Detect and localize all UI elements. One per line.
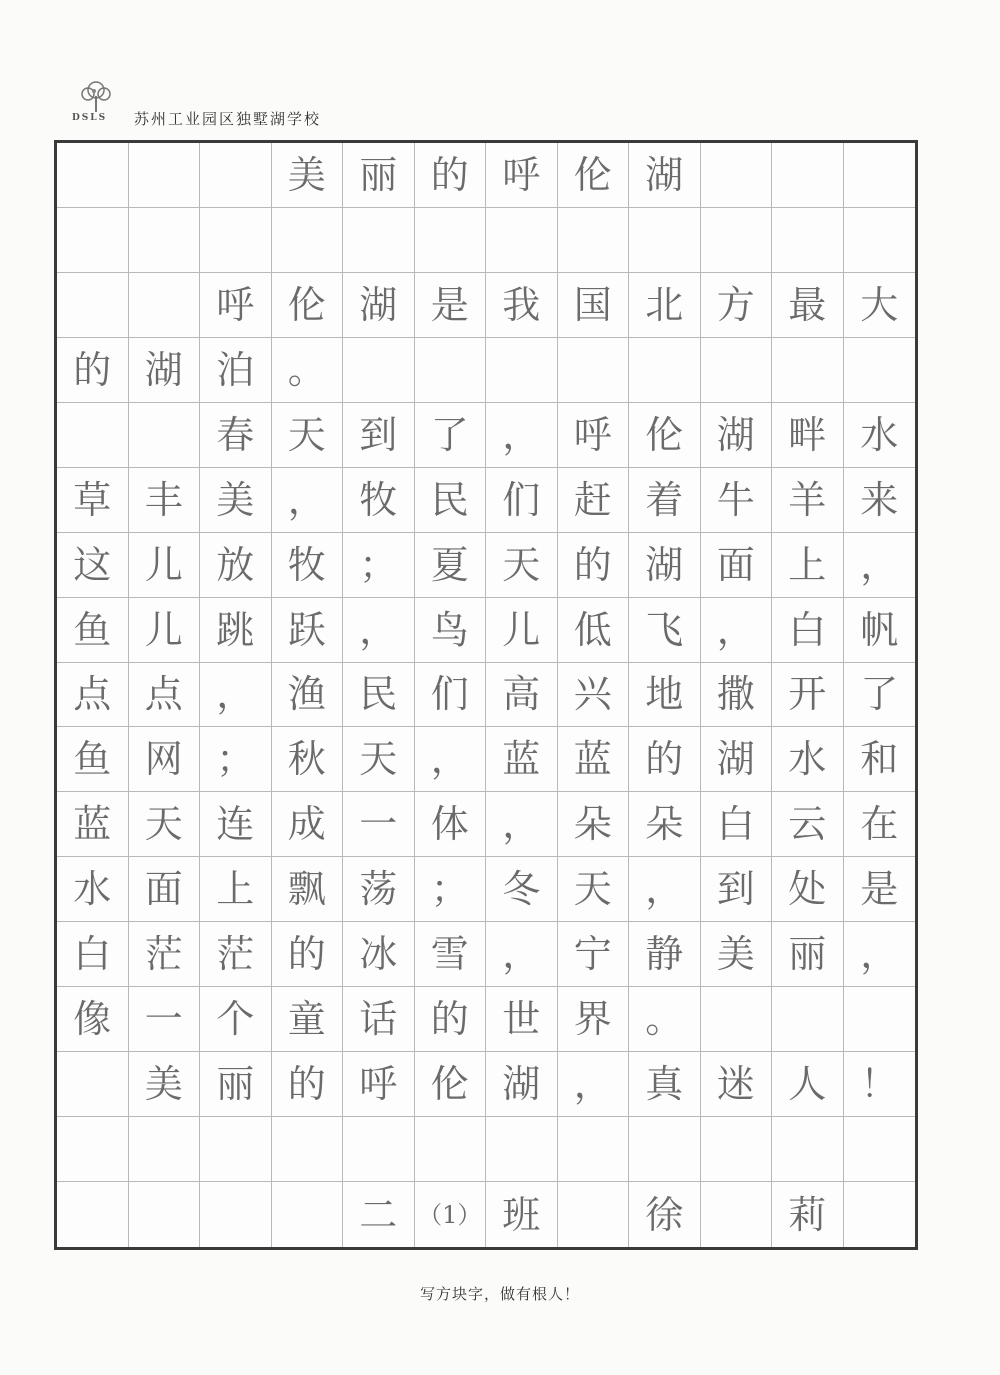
- grid-cell: [57, 1182, 129, 1247]
- grid-cell: [629, 338, 701, 403]
- grid-cell: 水: [772, 727, 844, 792]
- grid-cell: 连: [200, 792, 272, 857]
- grid-cell: 丽: [772, 922, 844, 987]
- grid-cell: 飘: [272, 857, 344, 922]
- grid-cell: 的: [415, 143, 487, 208]
- grid-cell: 天: [558, 857, 630, 922]
- grid-cell: [200, 208, 272, 273]
- grid-cell: ，: [629, 857, 701, 922]
- grid-cell: 静: [629, 922, 701, 987]
- grid-cell: 世: [486, 987, 558, 1052]
- grid-cell: 夏: [415, 533, 487, 598]
- grid-cell: ，: [844, 922, 916, 987]
- grid-cell: 们: [415, 663, 487, 728]
- grid-cell: [486, 338, 558, 403]
- grid-cell: 湖: [701, 403, 773, 468]
- grid-cell: [772, 143, 844, 208]
- grid-cell: 牧: [343, 468, 415, 533]
- grid-cell: ，: [558, 1052, 630, 1117]
- grid-cell: [415, 338, 487, 403]
- grid-cell: 真: [629, 1052, 701, 1117]
- grid-cell: [272, 1182, 344, 1247]
- grid-cell: [415, 1117, 487, 1182]
- grid-cell: [844, 987, 916, 1052]
- grid-cell: 蓝: [558, 727, 630, 792]
- grid-cell: [57, 1117, 129, 1182]
- writing-grid: [54, 140, 918, 1250]
- grid-cell: [57, 1052, 129, 1117]
- grid-cell: ，: [486, 922, 558, 987]
- grid-cell: 白: [57, 922, 129, 987]
- grid-cell: 美: [129, 1052, 201, 1117]
- grid-cell: 迷: [701, 1052, 773, 1117]
- grid-cell: ，: [486, 403, 558, 468]
- grid-cell: 们: [486, 468, 558, 533]
- grid-cell: 水: [57, 857, 129, 922]
- grid-cell: [701, 143, 773, 208]
- grid-cell: 美: [701, 922, 773, 987]
- grid-cell: [558, 208, 630, 273]
- grid-cell: [772, 987, 844, 1052]
- grid-cell: 。: [629, 987, 701, 1052]
- grid-cell: 水: [844, 403, 916, 468]
- grid-cell: 地: [629, 663, 701, 728]
- grid-cell: 的: [272, 922, 344, 987]
- grid-cell: 蓝: [486, 727, 558, 792]
- grid-cell: [558, 1117, 630, 1182]
- grid-cell: [844, 143, 916, 208]
- grid-cell: 呼: [343, 1052, 415, 1117]
- grid-cell: 兴: [558, 663, 630, 728]
- grid-cell: 成: [272, 792, 344, 857]
- grid-cell: 冰: [343, 922, 415, 987]
- grid-cell: 点: [129, 663, 201, 728]
- grid-cell: 放: [200, 533, 272, 598]
- grid-cell: 湖: [486, 1052, 558, 1117]
- grid-cell: 帆: [844, 598, 916, 663]
- grid-cell: ，: [844, 533, 916, 598]
- grid-cell: 最: [772, 273, 844, 338]
- grid-cell: ；: [200, 727, 272, 792]
- grid-cell: 面: [701, 533, 773, 598]
- grid-cell: [558, 1182, 630, 1247]
- grid-cell: 冬: [486, 857, 558, 922]
- grid-cell: 伦: [272, 273, 344, 338]
- grid-cell: 丽: [343, 143, 415, 208]
- grid-cell: [772, 1117, 844, 1182]
- grid-cell: 国: [558, 273, 630, 338]
- grid-cell: 茫: [129, 922, 201, 987]
- grid-cell: 鸟: [415, 598, 487, 663]
- grid-cell: 朵: [629, 792, 701, 857]
- grid-cell: 了: [844, 663, 916, 728]
- grid-cell: ！: [844, 1052, 916, 1117]
- grid-cell: [772, 338, 844, 403]
- grid-cell: 上: [200, 857, 272, 922]
- grid-cell: 鱼: [57, 727, 129, 792]
- grid-cell: 的: [272, 1052, 344, 1117]
- grid-cell: 秋: [272, 727, 344, 792]
- grid-cell: 的: [629, 727, 701, 792]
- grid-cell: 牛: [701, 468, 773, 533]
- grid-cell: 飞: [629, 598, 701, 663]
- grid-cell: 的: [558, 533, 630, 598]
- grid-cell: 泊: [200, 338, 272, 403]
- grid-cell: 儿: [129, 533, 201, 598]
- grid-cell: 面: [129, 857, 201, 922]
- grid-cell: 这: [57, 533, 129, 598]
- grid-cell: 是: [415, 273, 487, 338]
- grid-cell: 点: [57, 663, 129, 728]
- grid-cell: 白: [701, 792, 773, 857]
- grid-cell: [772, 208, 844, 273]
- grid-cell: 天: [486, 533, 558, 598]
- grid-cell: [129, 208, 201, 273]
- grid-cell: 的: [57, 338, 129, 403]
- grid-cell: 雪: [415, 922, 487, 987]
- grid-cell: 高: [486, 663, 558, 728]
- grid-cell: 的: [415, 987, 487, 1052]
- grid-cell: [57, 143, 129, 208]
- grid-cell: 是: [844, 857, 916, 922]
- grid-cell: 一: [343, 792, 415, 857]
- grid-cell: 伦: [415, 1052, 487, 1117]
- grid-cell: 我: [486, 273, 558, 338]
- grid-cell: 二: [343, 1182, 415, 1247]
- grid-cell: 天: [129, 792, 201, 857]
- grid-cell: 湖: [701, 727, 773, 792]
- grid-cell: 呼: [486, 143, 558, 208]
- grid-cell: 界: [558, 987, 630, 1052]
- grid-cell: 上: [772, 533, 844, 598]
- grid-cell: 一: [129, 987, 201, 1052]
- grid-cell: 畔: [772, 403, 844, 468]
- grid-cell: 呼: [558, 403, 630, 468]
- grid-cell: [200, 1182, 272, 1247]
- grid-cell: [701, 338, 773, 403]
- grid-cell: [415, 208, 487, 273]
- grid-cell: 网: [129, 727, 201, 792]
- grid-cell: [701, 987, 773, 1052]
- grid-cell: 。: [272, 338, 344, 403]
- grid-cell: 儿: [486, 598, 558, 663]
- grid-cell: 民: [415, 468, 487, 533]
- grid-cell: 莉: [772, 1182, 844, 1247]
- grid-cell: 春: [200, 403, 272, 468]
- grid-cell: [129, 1182, 201, 1247]
- grid-cell: 牧: [272, 533, 344, 598]
- grid-cell: ，: [343, 598, 415, 663]
- grid-cell: 丽: [200, 1052, 272, 1117]
- grid-cell: [129, 143, 201, 208]
- grid-cell: ；: [343, 533, 415, 598]
- grid-cell: 班: [486, 1182, 558, 1247]
- grid-cell: 伦: [558, 143, 630, 208]
- grid-cell: ，: [272, 468, 344, 533]
- logo-text: DSLS: [72, 113, 108, 123]
- grid-cell: 开: [772, 663, 844, 728]
- grid-cell: 美: [200, 468, 272, 533]
- grid-cell: [129, 403, 201, 468]
- grid-cell: 低: [558, 598, 630, 663]
- grid-cell: （1）: [415, 1182, 487, 1247]
- grid-cell: 来: [844, 468, 916, 533]
- grid-cell: 体: [415, 792, 487, 857]
- grid-cell: [343, 338, 415, 403]
- grid-cell: 草: [57, 468, 129, 533]
- grid-cell: 到: [343, 403, 415, 468]
- grid-cell: 跃: [272, 598, 344, 663]
- grid-cell: ；: [415, 857, 487, 922]
- grid-cell: 方: [701, 273, 773, 338]
- grid-cell: [629, 208, 701, 273]
- grid-cell: 湖: [629, 143, 701, 208]
- grid-cell: [57, 208, 129, 273]
- grid-cell: 民: [343, 663, 415, 728]
- grid-cell: 跳: [200, 598, 272, 663]
- grid-cell: 着: [629, 468, 701, 533]
- grid-cell: 到: [701, 857, 773, 922]
- grid-cell: 宁: [558, 922, 630, 987]
- grid-cell: 童: [272, 987, 344, 1052]
- grid-cell: ，: [200, 663, 272, 728]
- grid-cell: 儿: [129, 598, 201, 663]
- grid-cell: [701, 1182, 773, 1247]
- grid-cell: 美: [272, 143, 344, 208]
- grid-cell: [701, 208, 773, 273]
- grid-cell: 羊: [772, 468, 844, 533]
- grid-cell: [629, 1117, 701, 1182]
- grid-cell: [701, 1117, 773, 1182]
- grid-cell: 湖: [343, 273, 415, 338]
- grid-cell: 和: [844, 727, 916, 792]
- grid-cell: 天: [343, 727, 415, 792]
- grid-cell: 茫: [200, 922, 272, 987]
- grid-cell: 湖: [629, 533, 701, 598]
- grid-cell: [57, 403, 129, 468]
- grid-cell: 朵: [558, 792, 630, 857]
- grid-cell: [129, 273, 201, 338]
- grid-cell: 呼: [200, 273, 272, 338]
- grid-cell: 在: [844, 792, 916, 857]
- grid-cell: 伦: [629, 403, 701, 468]
- grid-cell: 丰: [129, 468, 201, 533]
- grid-cell: ，: [486, 792, 558, 857]
- grid-cell: [200, 1117, 272, 1182]
- grid-cell: 个: [200, 987, 272, 1052]
- grid-cell: [486, 1117, 558, 1182]
- grid-cells: [57, 143, 915, 1247]
- grid-cell: 渔: [272, 663, 344, 728]
- grid-cell: 大: [844, 273, 916, 338]
- footer-slogan: 写方块字，做有根人！: [419, 1285, 580, 1303]
- grid-cell: [272, 1117, 344, 1182]
- grid-cell: [844, 1117, 916, 1182]
- grid-cell: 像: [57, 987, 129, 1052]
- grid-cell: 徐: [629, 1182, 701, 1247]
- grid-cell: [844, 338, 916, 403]
- grid-cell: 人: [772, 1052, 844, 1117]
- grid-cell: ，: [701, 598, 773, 663]
- grid-cell: 话: [343, 987, 415, 1052]
- grid-cell: 湖: [129, 338, 201, 403]
- grid-cell: [844, 208, 916, 273]
- grid-cell: [558, 338, 630, 403]
- grid-cell: 赶: [558, 468, 630, 533]
- grid-cell: [343, 1117, 415, 1182]
- grid-cell: 云: [772, 792, 844, 857]
- grid-cell: 了: [415, 403, 487, 468]
- school-name: 苏州工业园区独墅湖学校: [134, 110, 322, 128]
- grid-cell: 天: [272, 403, 344, 468]
- grid-cell: 处: [772, 857, 844, 922]
- grid-cell: 蓝: [57, 792, 129, 857]
- grid-cell: 荡: [343, 857, 415, 922]
- grid-cell: [343, 208, 415, 273]
- grid-cell: 白: [772, 598, 844, 663]
- grid-cell: [57, 273, 129, 338]
- grid-cell: 北: [629, 273, 701, 338]
- grid-cell: [486, 208, 558, 273]
- grid-cell: [200, 143, 272, 208]
- grid-cell: [844, 1182, 916, 1247]
- grid-cell: 撒: [701, 663, 773, 728]
- grid-cell: [129, 1117, 201, 1182]
- grid-cell: [272, 208, 344, 273]
- grid-cell: 鱼: [57, 598, 129, 663]
- grid-cell: ，: [415, 727, 487, 792]
